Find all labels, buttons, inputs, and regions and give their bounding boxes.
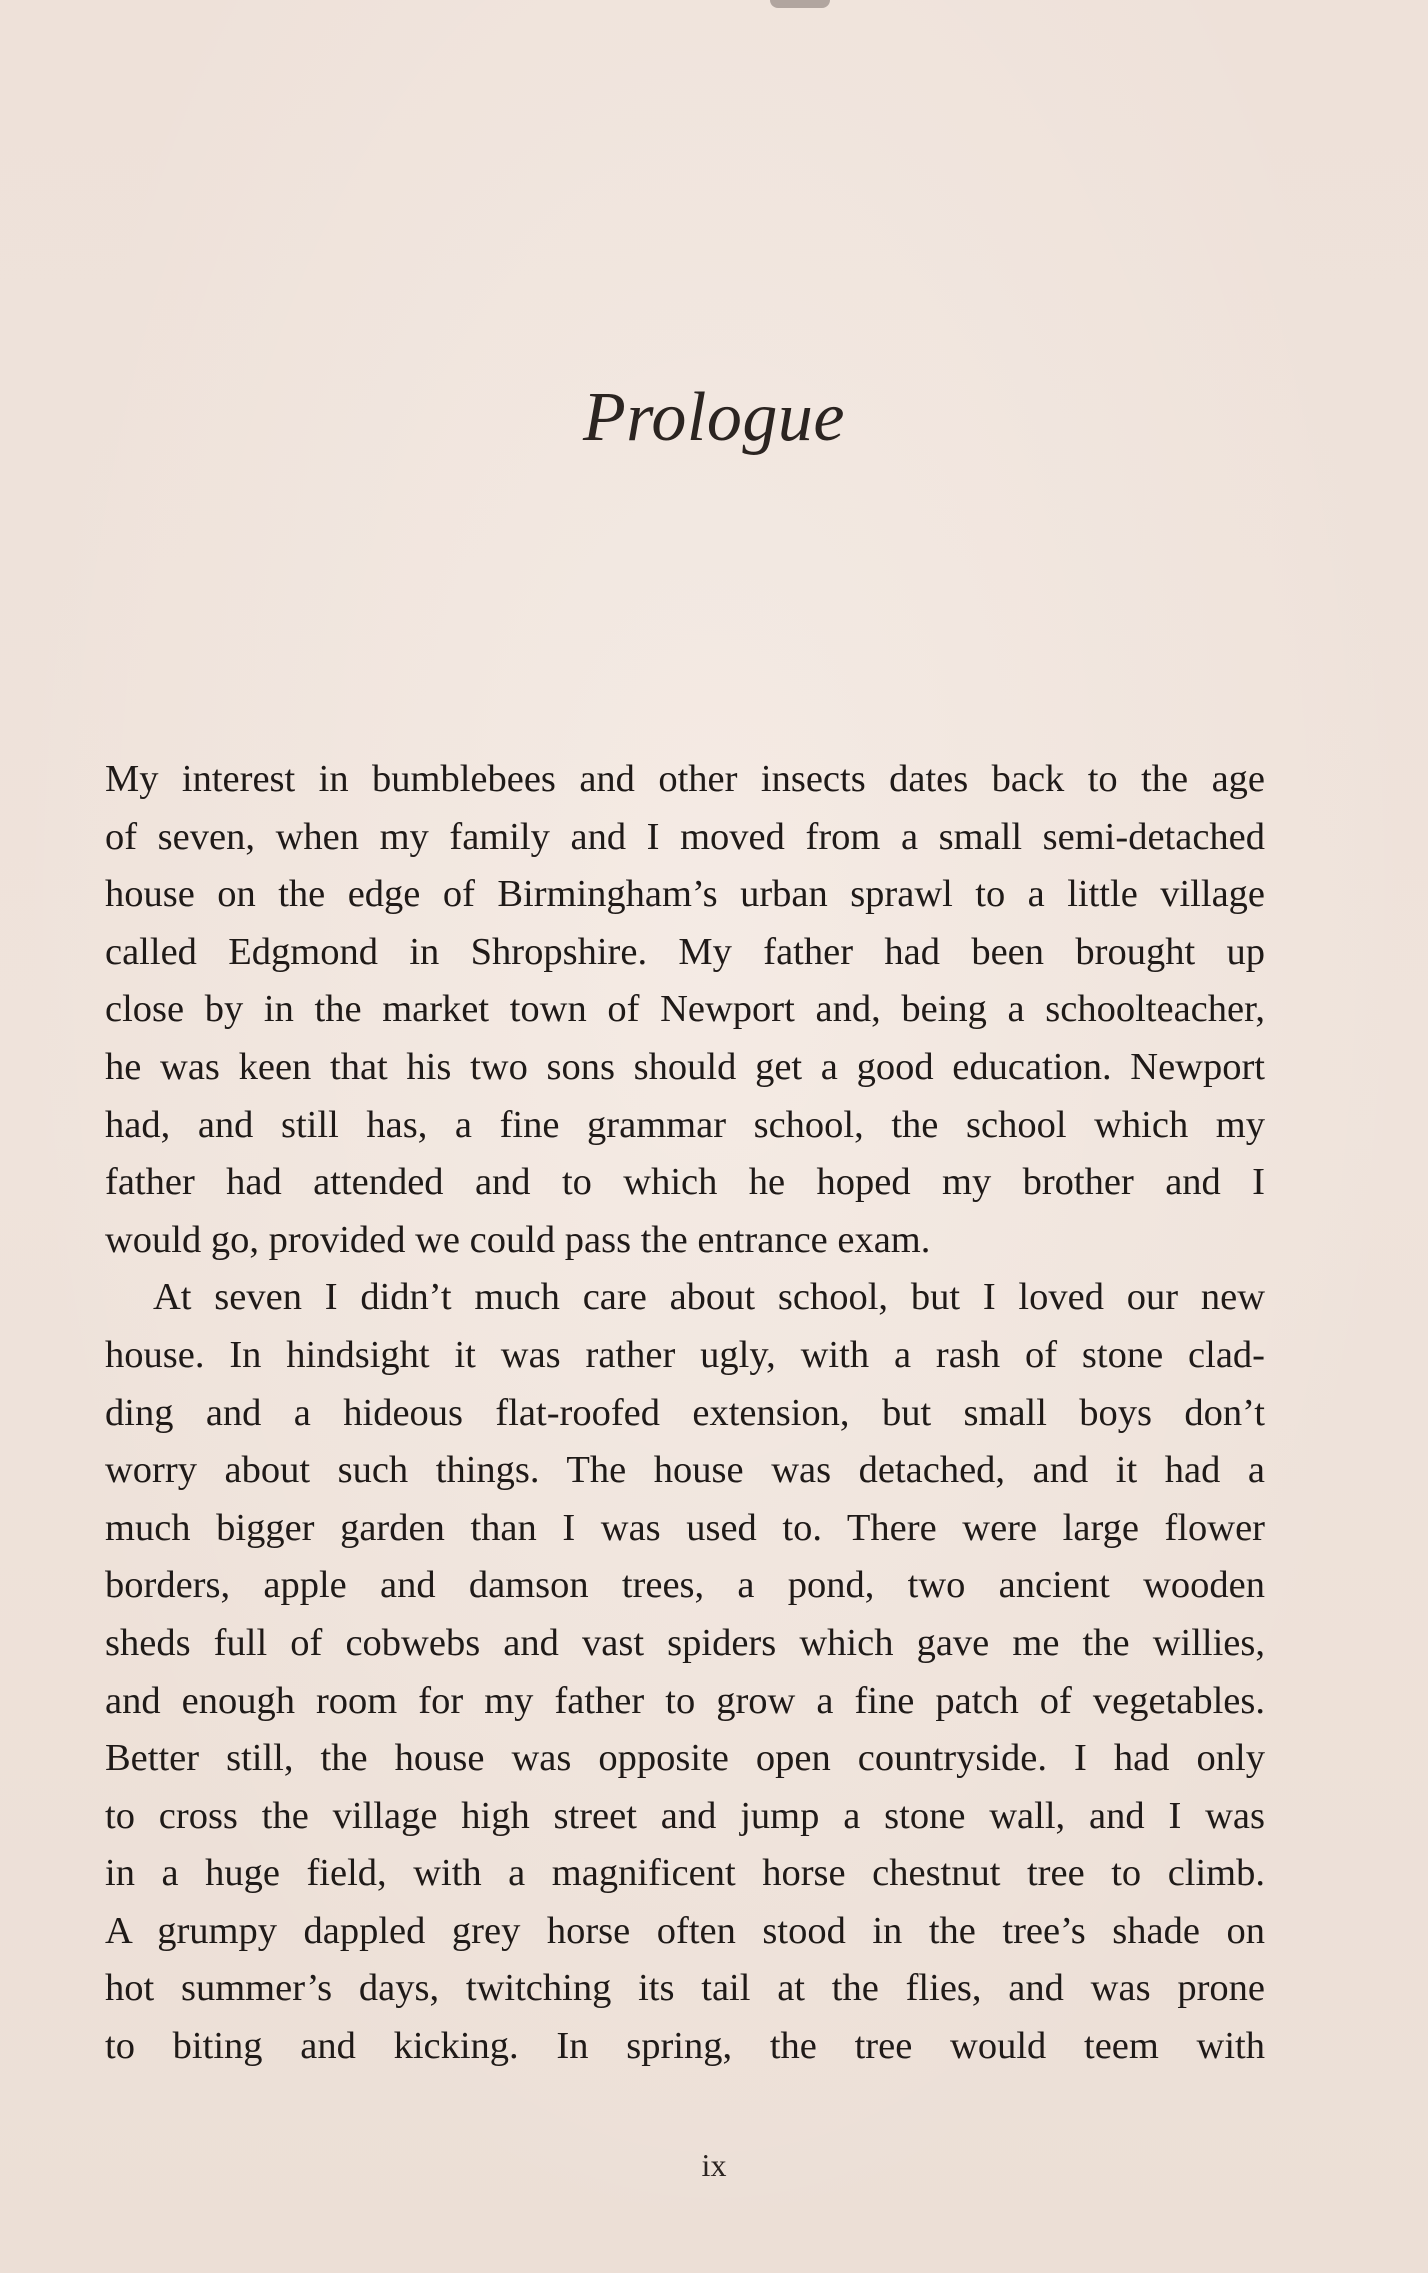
text-line: house on the edge of Birmingham’s urban sprawl to a little village xyxy=(105,873,1265,916)
paragraph-1 xyxy=(105,751,1265,1269)
text-line: to cross the village high street and jump a stone wall, and I was xyxy=(105,1794,1265,1837)
text-line: to biting and kicking. In spring, the tree would teem with xyxy=(105,2025,1265,2068)
text-line: At seven I didn’t much care about school, but I loved our new xyxy=(153,1276,1265,1319)
page-number: ix xyxy=(701,2147,727,2183)
text-line: worry about such things. The house was detached, and it had a xyxy=(105,1449,1265,1492)
text-line: My interest in bumblebees and other insects dates back to the age xyxy=(105,758,1265,800)
text-line: house. In hindsight it was rather ugly, with a rash of stone clad- xyxy=(105,1333,1265,1376)
text-line: Better still, the house was opposite open countryside. I had only xyxy=(105,1737,1265,1780)
text-line: hot summer’s days, twitching its tail at the flies, and was prone xyxy=(105,1967,1265,2010)
text-line: much bigger garden than I was used to. There were large flower xyxy=(105,1506,1265,1549)
text-line: he was keen that his two sons should get a good education. Newport xyxy=(105,1045,1265,1088)
paragraph-2 xyxy=(105,1269,1265,2075)
text-line: A grumpy dappled grey horse often stood in the tree’s shade on xyxy=(105,1909,1265,1952)
text-line: called Edgmond in Shropshire. My father had been brought up xyxy=(105,930,1265,973)
text-line: borders, apple and damson trees, a pond, two ancient wooden xyxy=(105,1564,1265,1607)
text-line: close by in the market town of Newport and, being a schoolteacher, xyxy=(105,988,1265,1031)
text-line: in a huge field, with a magnificent horse chestnut tree to climb. xyxy=(105,1852,1265,1895)
chapter-heading: Prologue xyxy=(583,379,845,456)
text-line: sheds full of cobwebs and vast spiders which gave me the willies, xyxy=(105,1621,1265,1664)
text-line: father had attended and to which he hoped my brother and I xyxy=(105,1161,1265,1204)
text-line: and enough room for my father to grow a fine patch of vegetables. xyxy=(105,1679,1265,1722)
text-line: ding and a hideous flat-roofed extension, but small boys don’t xyxy=(105,1391,1265,1434)
page-top-mark xyxy=(770,0,830,8)
text-line: would go, provided we could pass the entrance exam. xyxy=(105,1218,931,1261)
text-line: had, and still has, a fine grammar school, the school which my xyxy=(105,1103,1265,1146)
body-text xyxy=(105,751,1265,2076)
text-line: of seven, when my family and I moved from a small semi-detached xyxy=(105,815,1265,858)
